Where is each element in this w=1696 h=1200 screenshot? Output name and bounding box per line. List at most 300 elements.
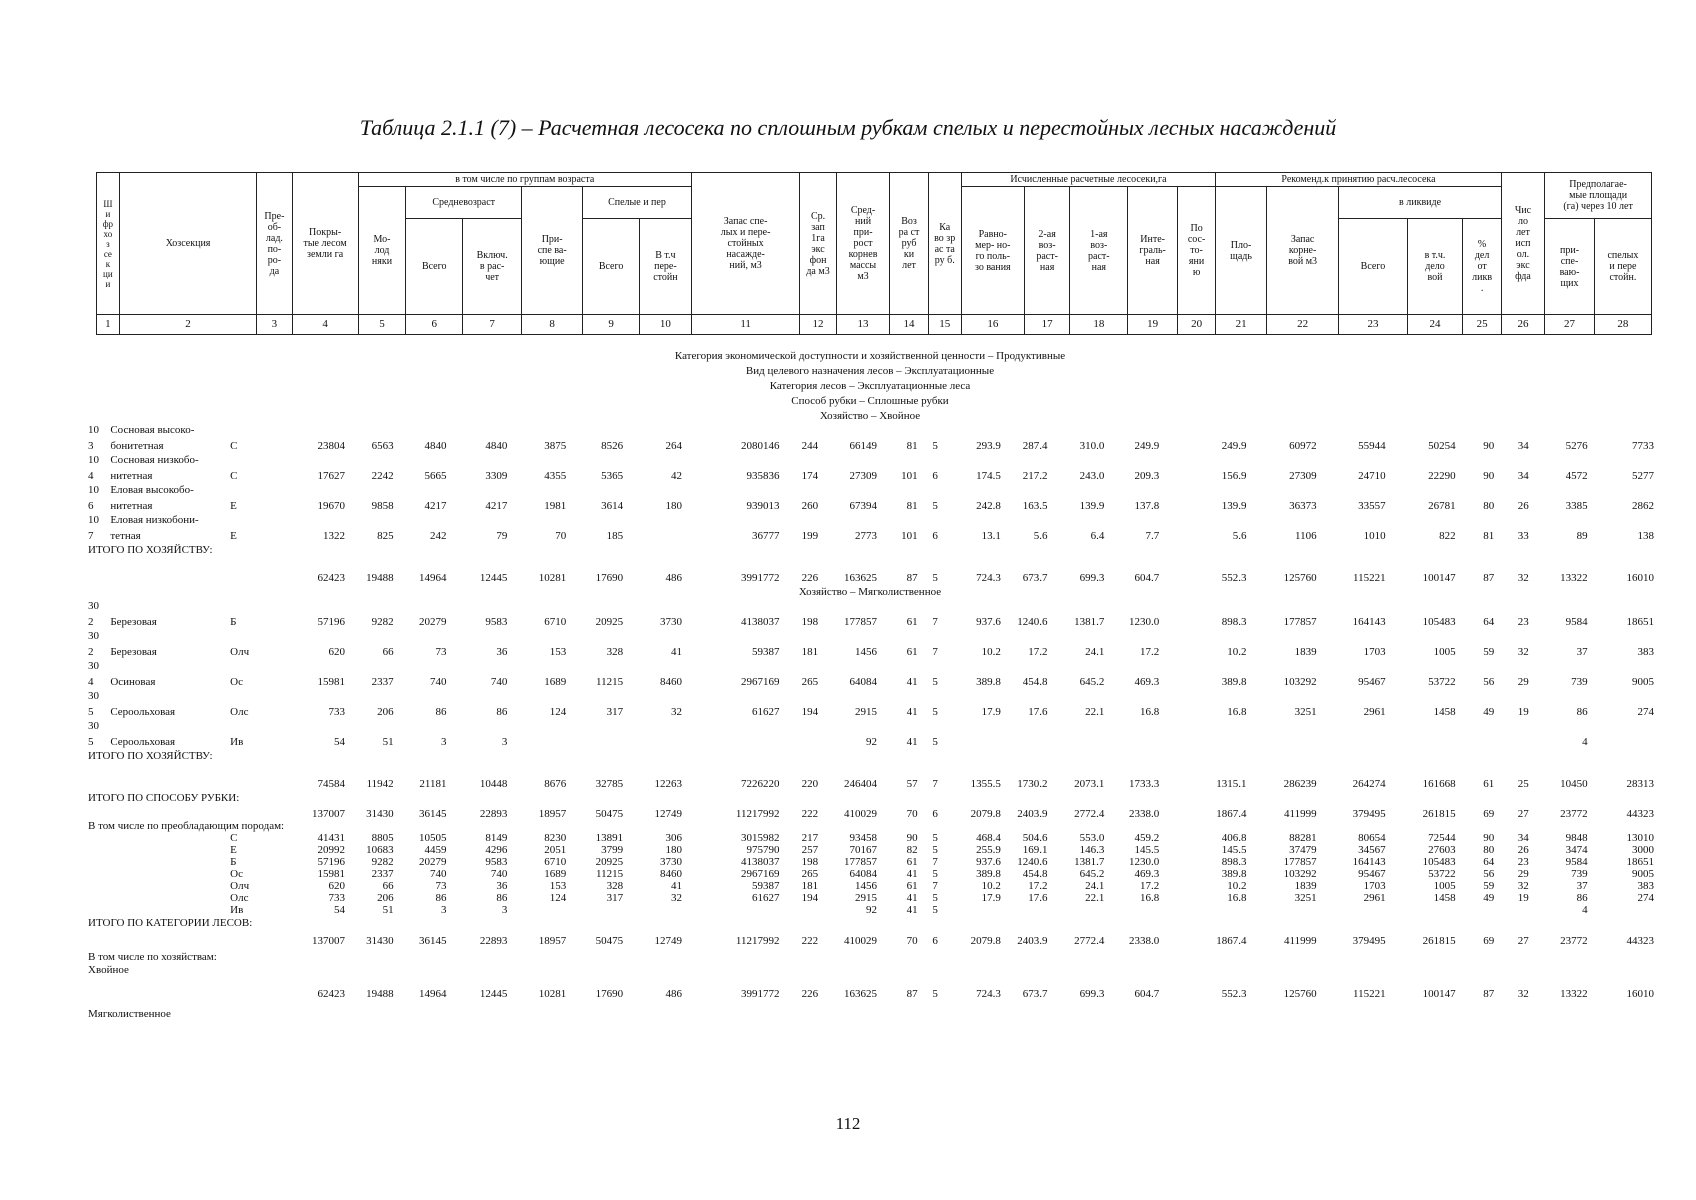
value-cell: 16.8 [1227,706,1247,718]
value-cell: 1458 [1433,706,1456,718]
species-cell: Ив [230,736,244,748]
value-cell: 24.1 [1085,880,1105,892]
value-cell [1196,732,1249,748]
section-heading [86,407,1656,422]
value-cell: 7 [932,856,938,868]
value-cell: 57 [906,778,918,790]
value-cell: 36373 [1289,500,1317,512]
value-cell: 13322 [1560,988,1588,1000]
value-cell: 2403.9 [1017,808,1048,820]
column-number: 15 [928,315,961,335]
value-cell: 57196 [317,856,345,868]
value-cell: 124 [549,706,567,718]
value-cell: 61627 [752,706,780,718]
value-cell: 37 [1576,646,1588,658]
value-cell: 243.0 [1079,470,1105,482]
value-cell: 217 [801,832,819,844]
value-cell: 62423 [317,988,345,1000]
value-cell: 115221 [1353,572,1386,584]
value-cell: 10.2 [1227,646,1247,658]
value-cell: 454.8 [1022,676,1048,688]
value-cell: 552.3 [1221,572,1247,584]
value-cell: 22893 [479,808,508,820]
col-young-head: Мо- лод няки [358,187,406,315]
value-cell: 328 [606,646,624,658]
value-cell: 32 [1517,572,1529,584]
section-name-cell: Сероольховая [110,706,176,718]
value-cell: 20925 [595,616,624,628]
table-cell [108,598,1656,612]
value-cell: 9584 [1565,616,1588,628]
value-cell: 93458 [849,832,877,844]
table-cell [108,892,228,904]
col-code-head: Ш и фр хо з се к ци и [97,173,120,315]
value-cell: 32 [671,892,683,904]
section-heading [86,392,1656,407]
table-cell [108,688,1656,702]
value-cell: 2862 [1632,500,1654,512]
value-cell: 22.1 [1085,892,1105,904]
value-cell: 41 [906,904,918,916]
value-cell: 1230.0 [1128,856,1160,868]
value-cell: 11217992 [735,935,780,947]
value-cell: 66 [382,880,394,892]
total-row [86,762,1656,790]
col-stock-head: Запас спе- лых и пере- стойных насажде- ний, м3 [691,173,800,315]
value-cell: 95467 [1358,868,1386,880]
value-cell: 181 [801,880,819,892]
value-cell: 28313 [1626,778,1654,790]
value-cell: 51 [382,736,394,748]
value-cell: 41431 [317,832,345,844]
value-cell: 87 [1483,572,1495,584]
value-cell: 3991772 [741,572,780,584]
table-cell [86,804,108,820]
value-cell: 103292 [1283,676,1317,688]
value-cell: 41 [671,646,683,658]
value-cell [1496,732,1531,748]
table-row [86,452,1656,466]
value-cell [1106,732,1161,748]
value-cell: 2773 [854,530,877,542]
value-cell: 69 [1483,935,1495,947]
value-cell: 174.5 [976,470,1001,482]
value-cell: 740 [429,676,447,688]
value-cell: 56 [1483,676,1495,688]
value-cell: 29 [1517,868,1529,880]
section-name-cell: Еловая низкобони- [110,514,199,526]
value-cell [782,904,821,916]
value-cell [625,732,684,748]
value-cell: 3614 [601,500,624,512]
column-number: 11 [691,315,800,335]
value-cell: 2079.8 [970,935,1001,947]
table-cell [228,762,285,790]
value-cell: 11215 [596,868,624,880]
value-cell: 23804 [317,440,345,452]
value-cell: 125760 [1283,572,1317,584]
value-cell: 41 [906,676,918,688]
species-cell: Е [230,500,237,512]
value-cell: 2080146 [741,440,780,452]
col-future-premature-head: при- спе- ваю- щих [1545,219,1595,315]
value-cell: 18957 [538,935,567,947]
value-cell: 5 [932,706,938,718]
value-cell: 209.3 [1134,470,1160,482]
value-cell: 90 [906,832,918,844]
value-cell: 10281 [538,572,567,584]
value-cell [1319,904,1388,916]
table-cell [108,718,1656,732]
value-cell: 1010 [1363,530,1386,542]
value-cell: 699.3 [1079,572,1105,584]
value-cell: 1005 [1433,646,1456,658]
subtotal-label-text: В том числе по преобладающим породам: [88,820,285,832]
value-cell: 2073.1 [1074,778,1105,790]
column-number: 16 [961,315,1024,335]
value-cell: 10448 [479,778,508,790]
value-cell [1161,436,1196,452]
value-cell: 10505 [418,832,447,844]
value-cell: 69 [1483,808,1495,820]
value-cell: 59387 [752,646,780,658]
value-cell: 50475 [595,808,624,820]
value-cell: 5365 [601,470,624,482]
section-heading [86,377,1656,392]
value-cell: 740 [429,868,447,880]
value-cell: 70 [555,530,567,542]
value-cell: 36145 [418,808,447,820]
value-cell: 194 [801,892,819,904]
value-cell: 12263 [654,778,683,790]
value-cell: 7 [932,778,938,790]
value-cell: 41 [906,706,918,718]
value-cell: 12749 [654,808,683,820]
value-cell: 383 [1637,880,1654,892]
value-cell: 61 [1483,778,1495,790]
value-cell: 12445 [479,988,508,1000]
value-cell [568,904,625,916]
value-cell: 733 [328,892,345,904]
value-cell: 620 [328,646,345,658]
value-cell [1106,904,1161,916]
column-number: 21 [1216,315,1267,335]
col-age2-head: 2-ая воз- раст- ная [1024,187,1070,315]
value-cell: 3474 [1565,844,1588,856]
value-cell: 1733.3 [1128,778,1160,790]
value-cell: 49 [1483,706,1495,718]
value-cell: 79 [496,530,508,542]
value-cell: 1106 [1294,530,1317,542]
value-cell: 1315.1 [1216,778,1247,790]
value-cell: 4138037 [741,616,780,628]
value-cell: 19 [1517,892,1529,904]
value-cell [1319,732,1388,748]
value-cell: 4840 [424,440,447,452]
value-cell: 10450 [1560,778,1588,790]
value-cell: 825 [377,530,394,542]
value-cell: 9282 [371,616,394,628]
subtotal-label [86,947,1656,963]
value-cell: 22893 [479,935,508,947]
value-cell: 10.2 [981,646,1001,658]
table-row [86,868,1656,880]
value-cell: 4 [1582,904,1588,916]
code-cell: 7 [88,530,94,542]
value-cell: 4217 [485,500,508,512]
value-cell [1161,904,1196,916]
table-cell [228,804,285,820]
section-name-cell: Еловая высокобо- [110,484,194,496]
value-cell: 54 [333,904,345,916]
page-title: Таблица 2.1.1 (7) – Расчетная лесосека по сплошным рубкам спелых и перестойных лесных насаждений [359,115,1337,140]
value-cell: 29 [1517,676,1529,688]
value-cell: 53722 [1428,676,1456,688]
value-cell: 222 [801,935,819,947]
table-row [86,688,1656,702]
value-cell: 265 [801,676,819,688]
table-row [86,642,1656,658]
value-cell: 16010 [1626,572,1654,584]
value-cell: 739 [1571,868,1588,880]
code-cell: 2 [88,646,94,658]
value-cell: 264 [665,440,683,452]
value-cell: 27 [1517,808,1529,820]
table-cell [108,762,228,790]
total-label-text: ИТОГО ПО ХОЗЯЙСТВУ: [88,544,213,556]
value-cell: 70 [906,935,918,947]
value-cell: 8805 [371,832,394,844]
value-cell: 9584 [1565,856,1588,868]
value-cell: 17.9 [981,706,1001,718]
value-cell: 177857 [1283,616,1317,628]
value-cell: 898.3 [1221,856,1247,868]
value-cell: 41 [906,736,918,748]
table-row [86,598,1656,612]
page-number: 112 [835,1114,861,1133]
table-row [86,628,1656,642]
value-cell: 249.9 [1221,440,1247,452]
value-cell: 310.0 [1079,440,1105,452]
value-cell: 50254 [1428,440,1456,452]
value-cell: 261815 [1422,935,1456,947]
value-cell: 3 [440,736,447,748]
table-cell [86,929,108,947]
value-cell [1161,612,1196,628]
value-cell: 9005 [1632,676,1654,688]
value-cell: 92 [865,904,877,916]
value-cell: 1322 [322,530,345,542]
column-number: 24 [1407,315,1463,335]
value-cell: 137.8 [1134,500,1160,512]
total-row [86,929,1656,947]
table-cell [108,856,228,868]
table-cell [86,976,108,1000]
value-cell: 67394 [849,500,877,512]
value-cell [1161,526,1196,542]
value-cell: 469.3 [1134,676,1160,688]
value-cell: 17.9 [981,892,1001,904]
value-cell: 36145 [418,935,447,947]
section-heading-text: Категория лесов – Эксплуатационные леса [769,380,971,392]
value-cell [1161,892,1196,904]
value-cell: 937.6 [976,616,1001,628]
value-cell: 32 [1517,646,1529,658]
value-cell [509,732,568,748]
value-cell: 19488 [366,572,394,584]
value-cell: 673.7 [1022,572,1048,584]
column-number: 2 [119,315,257,335]
value-cell: 1458 [1433,892,1456,904]
value-cell: 89 [1576,530,1588,542]
column-number: 19 [1128,315,1178,335]
section-name-cell: Березовая [110,646,157,658]
table-row [86,672,1656,688]
code-cell: 2 [88,616,94,628]
value-cell: 61627 [752,892,780,904]
farm-label-text: Мягколиственное [88,1008,171,1020]
value-cell: 13010 [1626,832,1654,844]
value-cell: 17.6 [1028,706,1048,718]
value-cell: 23772 [1560,935,1588,947]
section-heading-text: Хозяйство – Хвойное [819,410,921,422]
species-cell: Е [230,530,237,542]
value-cell: 61 [906,856,918,868]
value-cell: 61 [906,646,918,658]
table-cell [108,929,228,947]
value-cell: 82 [906,844,918,856]
value-cell: 6 [932,808,938,820]
value-cell: 54 [333,736,345,748]
value-cell: 86 [496,706,508,718]
value-cell: 645.2 [1079,868,1105,880]
value-cell: 3251 [1294,706,1317,718]
section-name-cell: Сосновая высоко- [110,424,195,436]
value-cell: 2772.4 [1074,808,1105,820]
value-cell: 100147 [1422,988,1456,1000]
value-cell: 5665 [424,470,447,482]
col-mid-incl-head: Включ. в рас- чет [463,219,522,315]
value-cell: 975790 [746,844,780,856]
value-cell: 5 [932,676,938,688]
total-label [86,748,1656,762]
value-cell: 61 [906,880,918,892]
value-cell: 137007 [311,935,345,947]
value-cell: 37 [1576,880,1588,892]
value-cell [940,732,1003,748]
col-age1-head: 1-ая воз- раст- ная [1070,187,1128,315]
value-cell: 8526 [601,440,624,452]
table-cell [86,868,108,880]
group-liquid-head: в ликвиде [1339,187,1501,219]
value-cell: 86 [496,892,508,904]
value-cell: 4138037 [741,856,780,868]
value-cell: 3730 [660,856,683,868]
value-cell: 177857 [843,616,877,628]
table-cell [108,832,228,844]
column-number: 4 [292,315,358,335]
value-cell: 486 [665,988,683,1000]
table-row [86,844,1656,856]
value-cell: 17.2 [1028,646,1048,658]
section-heading-text: Хозяйство – Мягколиственное [798,586,942,598]
value-cell: 55944 [1358,440,1386,452]
value-cell: 125760 [1283,988,1317,1000]
value-cell: 80654 [1358,832,1386,844]
subtotal-label-text: В том числе по хозяйствам: [88,951,217,963]
value-cell: 937.6 [976,856,1001,868]
column-number: 20 [1177,315,1215,335]
value-cell [1050,904,1107,916]
value-cell: 7 [932,880,938,892]
value-cell: 226 [801,988,819,1000]
value-cell: 3309 [485,470,508,482]
value-cell [1003,732,1050,748]
value-cell [1388,904,1458,916]
column-number: 3 [257,315,292,335]
total-label-text: ИТОГО ПО СПОСОБУ РУБКИ: [88,792,240,804]
value-cell: 95467 [1358,676,1386,688]
group-calc-head: Исчисленные расчетные лесосеки,га [961,173,1215,187]
value-cell: 161668 [1422,778,1456,790]
table-row [86,702,1656,718]
value-cell: 70167 [849,844,877,856]
table-cell [108,658,1656,672]
value-cell: 81 [906,440,918,452]
value-cell: 61 [906,616,918,628]
value-cell [1161,762,1196,790]
value-cell: 552.3 [1221,988,1247,1000]
value-cell: 553.0 [1079,832,1105,844]
value-cell: 1230.0 [1128,616,1160,628]
subtotal-label [86,820,1656,832]
value-cell: 5 [932,988,938,1000]
table-cell [86,844,108,856]
value-cell: 15981 [317,676,345,688]
value-cell: 257 [801,844,819,856]
col-section-head: Хозсекция [119,173,257,315]
value-cell: 5.6 [1033,530,1048,542]
value-cell: 1981 [544,500,567,512]
table-cell [86,832,108,844]
value-cell: 32785 [595,778,624,790]
value-cell: 5 [932,736,938,748]
value-cell: 101 [901,530,918,542]
value-cell: 73 [435,646,447,658]
value-cell: 23 [1517,856,1529,868]
value-cell: 17.6 [1028,892,1048,904]
value-cell: 64084 [849,676,877,688]
value-cell: 181 [801,646,819,658]
value-cell: 16.8 [1139,892,1160,904]
value-cell: 1730.2 [1017,778,1048,790]
value-cell: 56 [1483,868,1495,880]
value-cell [782,732,821,748]
value-cell: 724.3 [976,988,1001,1000]
value-cell: 138 [1637,530,1654,542]
value-cell: 5 [932,904,938,916]
section-name-cell: тетная [110,530,141,542]
value-cell: 103292 [1283,868,1317,880]
value-cell: 124 [549,892,567,904]
column-number: 23 [1339,315,1407,335]
value-cell: 163625 [843,572,877,584]
farm-label [86,1000,1656,1020]
value-cell: 16.8 [1227,892,1247,904]
value-cell: 14964 [418,988,447,1000]
column-number: 17 [1024,315,1070,335]
value-cell: 90 [1483,832,1495,844]
